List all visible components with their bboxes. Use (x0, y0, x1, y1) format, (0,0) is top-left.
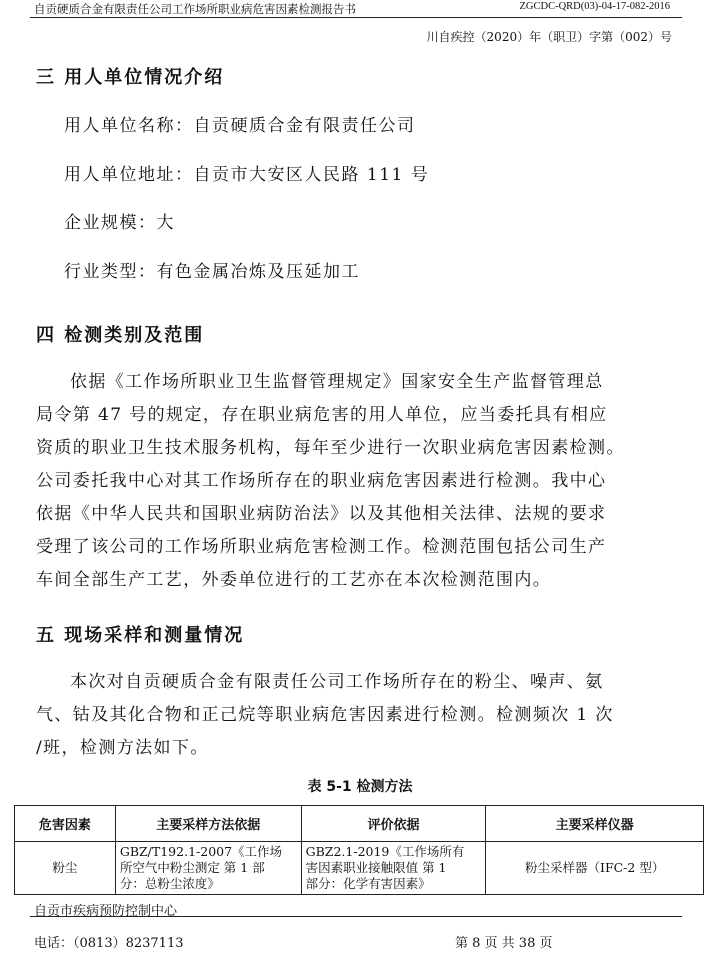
paragraph-line: 气、钴及其化合物和正己烷等职业病危害因素进行检测。检测频次 1 次 (36, 705, 614, 725)
industry-type: 行业类型：有色金属冶炼及压延加工 (64, 262, 360, 282)
footer-divider (30, 916, 682, 917)
section5-heading: 五 现场采样和测量情况 (36, 625, 245, 646)
cell-line: 所空气中粉尘测定 第 1 部 (119, 860, 265, 875)
paragraph-line: 本次对自贡硬质合金有限责任公司工作场所存在的粉尘、噪声、氨 (70, 672, 604, 692)
cell-line: GBZ/T192.1-2007《工作场 (119, 844, 283, 859)
header-title: 自贡硬质合金有限责任公司工作场所职业病危害因素检测报告书 (34, 2, 356, 16)
cell-line: 部分：化学有害因素》 (305, 876, 431, 891)
table-header-row (15, 806, 704, 842)
header-divider (30, 17, 682, 18)
employer-address: 用人单位地址：自贡市大安区人民路 111 号 (64, 165, 430, 185)
document-number: 川自疾控（2020）年（职卫）字第（002）号 (426, 30, 672, 44)
footer-organization: 自贡市疾病预防控制中心 (34, 904, 178, 919)
paragraph-line: 公司委托我中心对其工作场所存在的职业病危害因素进行检测。我中心 (36, 471, 607, 491)
header-evaluation-basis: 评价依据 (301, 806, 486, 842)
paragraph-line: 依据《中华人民共和国职业病防治法》以及其他相关法律、法规的要求 (36, 504, 607, 524)
cell-line: 分：总粉尘浓度》 (119, 876, 220, 891)
paragraph-line: 车间全部生产工艺，外委单位进行的工艺亦在本次检测范围内。 (36, 570, 552, 590)
footer-phone: 电话：（0813）8237113 (34, 936, 184, 951)
cell-hazard-factor: 粉尘 (15, 842, 116, 895)
cell-sampling-instrument: 粉尘采样器（IFC-2 型） (486, 842, 704, 895)
cell-line: 害因素职业接触限值 第 1 (305, 860, 447, 875)
table-row (15, 842, 704, 895)
section4-paragraph (36, 366, 648, 597)
header-code: ZGCDC-QRD(03)-04-17-082-2016 (519, 1, 670, 12)
detection-methods-table (14, 805, 704, 895)
header-sampling-method: 主要采样方法依据 (115, 806, 301, 842)
table-caption: 表 5-1 检测方法 (307, 779, 413, 795)
header-hazard-factor: 危害因素 (15, 806, 116, 842)
header-sampling-instrument: 主要采样仪器 (486, 806, 704, 842)
section5-paragraph (36, 666, 648, 765)
cell-evaluation-basis (301, 842, 486, 895)
paragraph-line: 受理了该公司的工作场所职业病危害检测工作。检测范围包括公司生产 (36, 537, 607, 557)
paragraph-line: /班，检测方法如下。 (36, 738, 209, 758)
paragraph-line: 资质的职业卫生技术服务机构，每年至少进行一次职业病危害因素检测。 (36, 438, 625, 458)
cell-line: GBZ2.1-2019《工作场所有 (305, 844, 465, 859)
footer-page-number: 第 8 页 共 38 页 (455, 936, 553, 951)
cell-sampling-method (115, 842, 301, 895)
enterprise-scale: 企业规模：大 (64, 213, 175, 233)
employer-name: 用人单位名称：自贡硬质合金有限责任公司 (64, 116, 416, 136)
paragraph-line: 局令第 47 号的规定，存在职业病危害的用人单位，应当委托具有相应 (36, 405, 608, 425)
section4-heading: 四 检测类别及范围 (36, 325, 205, 346)
paragraph-line: 依据《工作场所职业卫生监督管理规定》国家安全生产监督管理总 (70, 372, 604, 392)
section3-heading: 三 用人单位情况介绍 (36, 67, 225, 88)
